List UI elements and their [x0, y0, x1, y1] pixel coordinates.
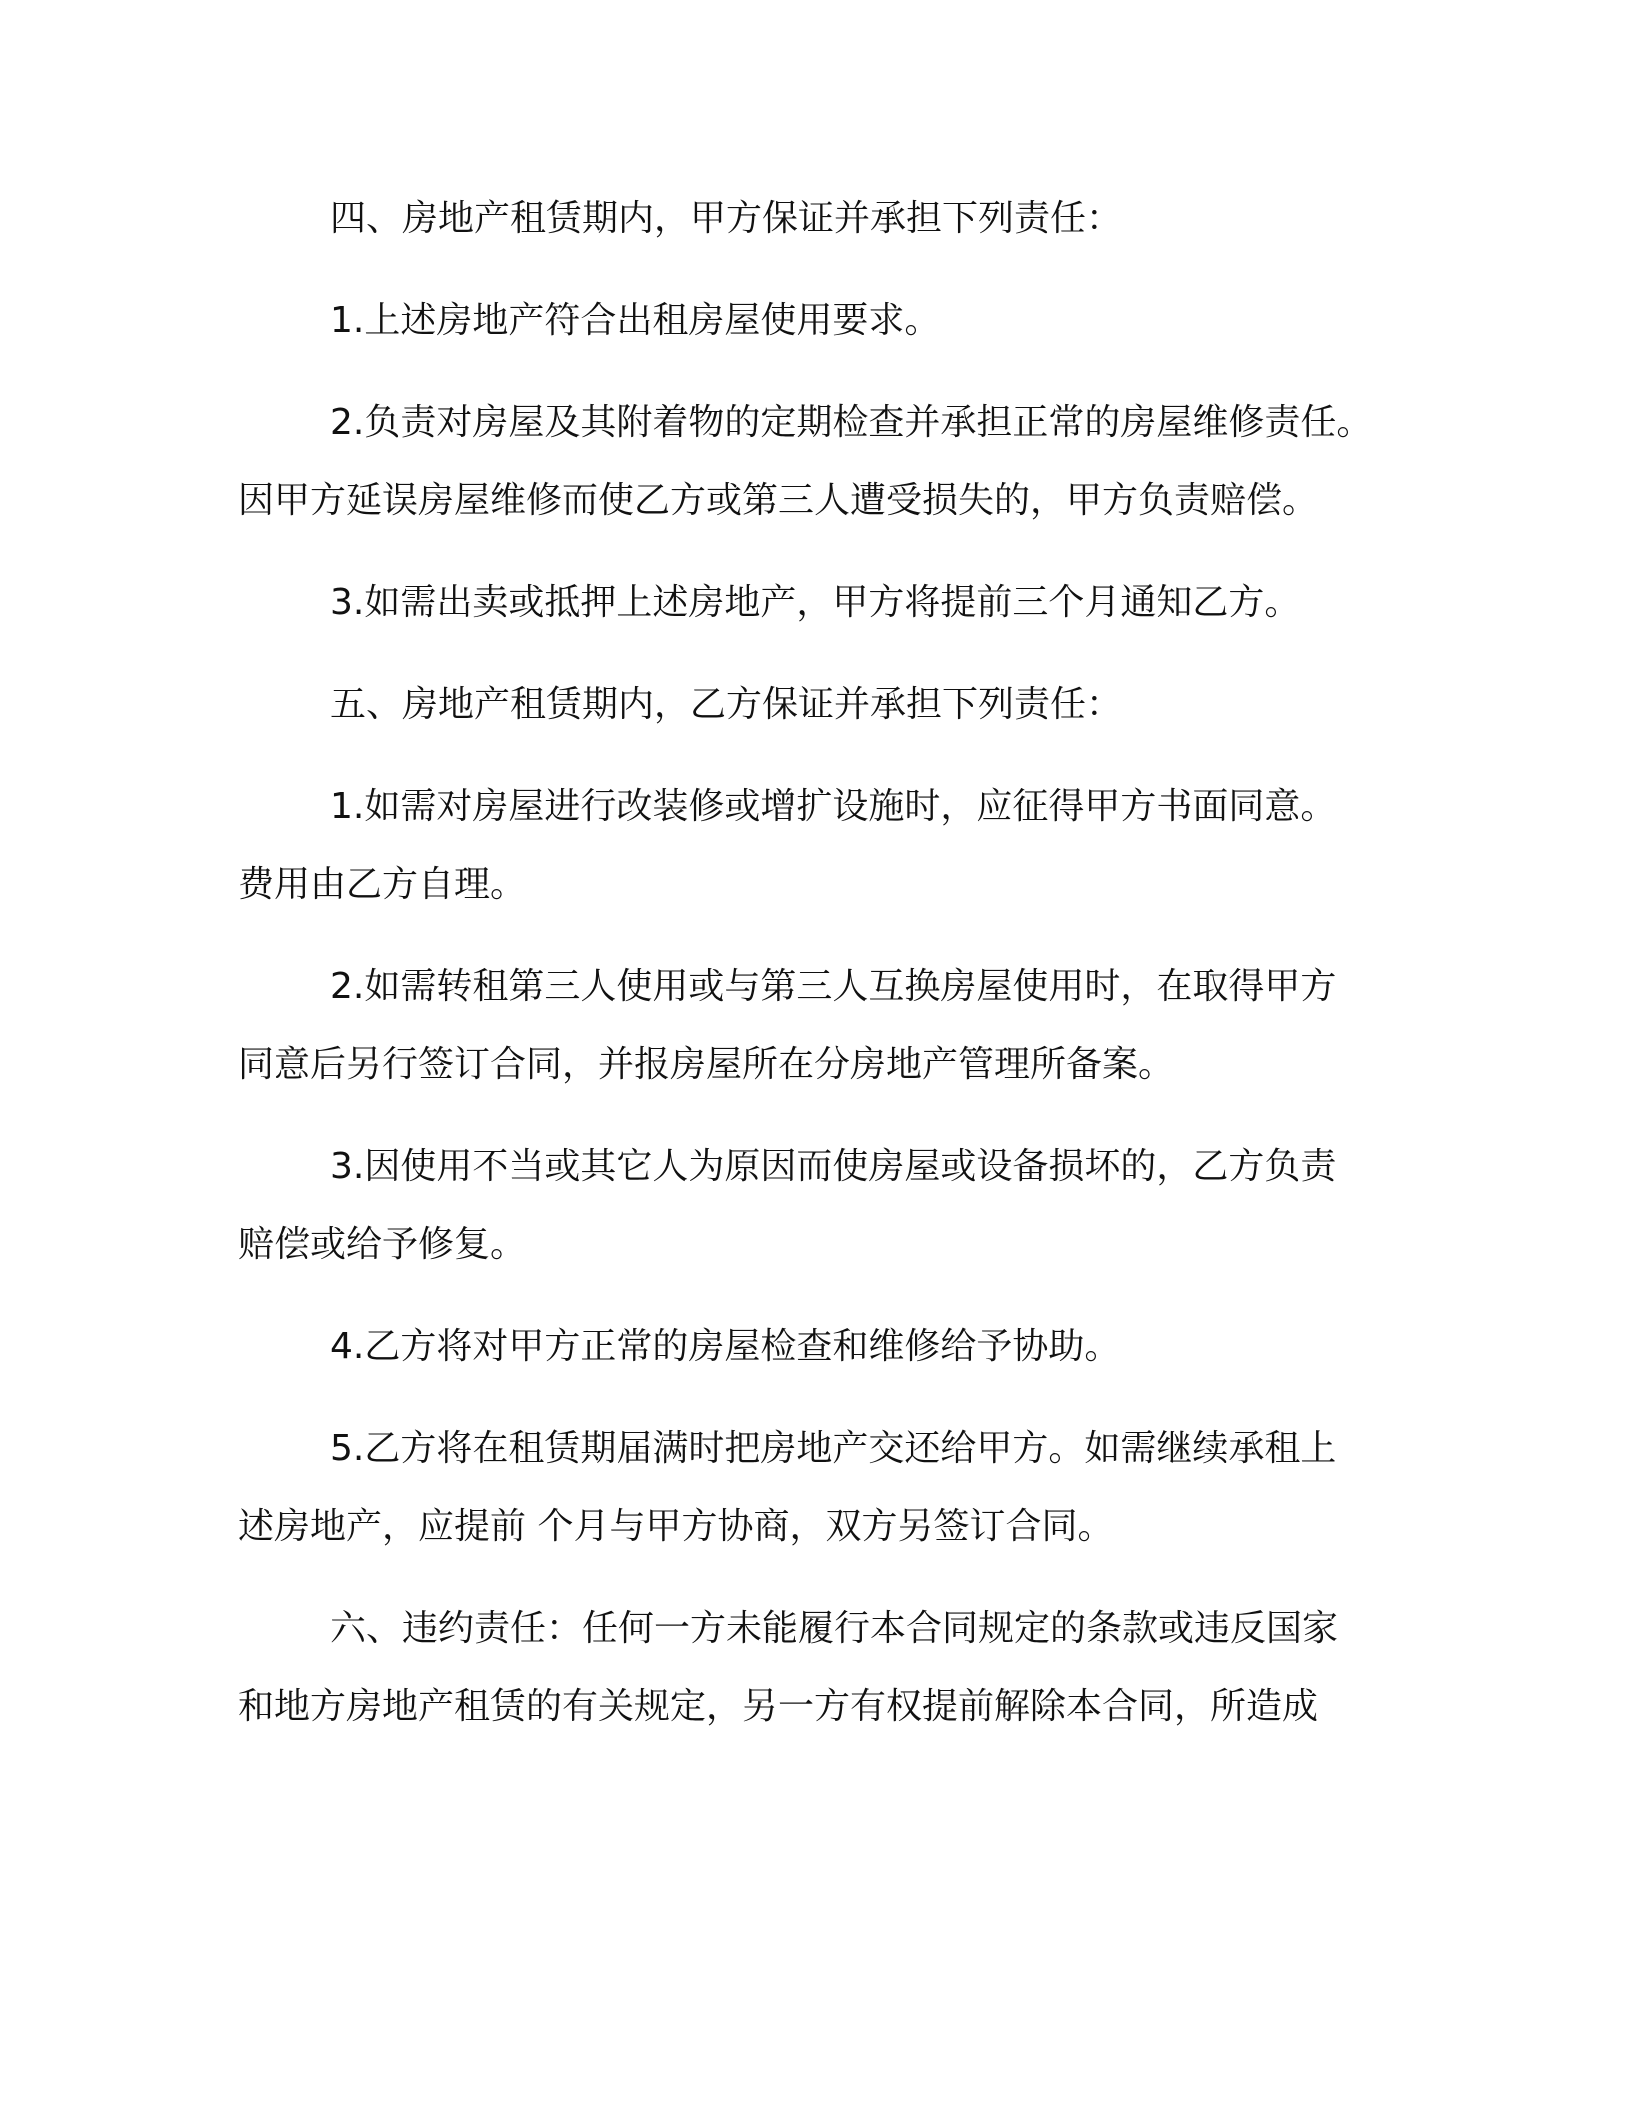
paragraph-lessee-duty-1	[238, 768, 1388, 924]
paragraph-line: 四、房地产租赁期内，甲方保证并承担下列责任：	[330, 198, 1123, 239]
paragraph-line: 4.乙方将对甲方正常的房屋检查和维修给予协助。	[330, 1326, 1121, 1367]
paragraph-line: 2.如需转租第三人使用或与第三人互换房屋使用时，在取得甲方	[330, 966, 1337, 1007]
paragraph-lessor-duties-heading	[238, 180, 1388, 258]
paragraph-line: 2.负责对房屋及其附着物的定期检查并承担正常的房屋维修责任。	[330, 402, 1373, 443]
paragraph-line: 3.如需出卖或抵押上述房地产，甲方将提前三个月通知乙方。	[330, 582, 1301, 623]
paragraph-line: 1.如需对房屋进行改装修或增扩设施时，应征得甲方书面同意。	[330, 786, 1337, 827]
paragraph-line: 5.乙方将在租赁期届满时把房地产交还给甲方。如需继续承租上	[330, 1428, 1337, 1469]
paragraph-line: 六、违约责任：任何一方未能履行本合同规定的条款或违反国家	[330, 1608, 1339, 1649]
paragraph-line: 赔偿或给予修复。	[238, 1224, 527, 1265]
paragraph-line: 同意后另行签订合同，并报房屋所在分房地产管理所备案。	[238, 1044, 1175, 1085]
paragraph-lessee-duty-3	[238, 1128, 1388, 1284]
paragraph-lessee-duty-4	[238, 1308, 1388, 1386]
paragraph-line: 1.上述房地产符合出租房屋使用要求。	[330, 300, 941, 341]
paragraph-line: 述房地产，应提前 个月与甲方协商，双方另签订合同。	[238, 1506, 1114, 1547]
document-body	[238, 180, 1388, 1770]
paragraph-lessor-duty-1	[238, 282, 1388, 360]
paragraph-line: 和地方房地产租赁的有关规定，另一方有权提前解除本合同，所造成	[238, 1686, 1319, 1727]
paragraph-line: 五、房地产租赁期内，乙方保证并承担下列责任：	[330, 684, 1123, 725]
paragraph-line: 3.因使用不当或其它人为原因而使房屋或设备损坏的，乙方负责	[330, 1146, 1337, 1187]
paragraph-lessor-duty-3	[238, 564, 1388, 642]
paragraph-lessee-duties-heading	[238, 666, 1388, 744]
paragraph-breach-liability	[238, 1590, 1388, 1746]
paragraph-lessee-duty-5	[238, 1410, 1388, 1566]
paragraph-line: 费用由乙方自理。	[238, 864, 527, 905]
paragraph-lessor-duty-2	[238, 384, 1388, 540]
paragraph-lessee-duty-2	[238, 948, 1388, 1104]
paragraph-line: 因甲方延误房屋维修而使乙方或第三人遭受损失的，甲方负责赔偿。	[238, 480, 1319, 521]
